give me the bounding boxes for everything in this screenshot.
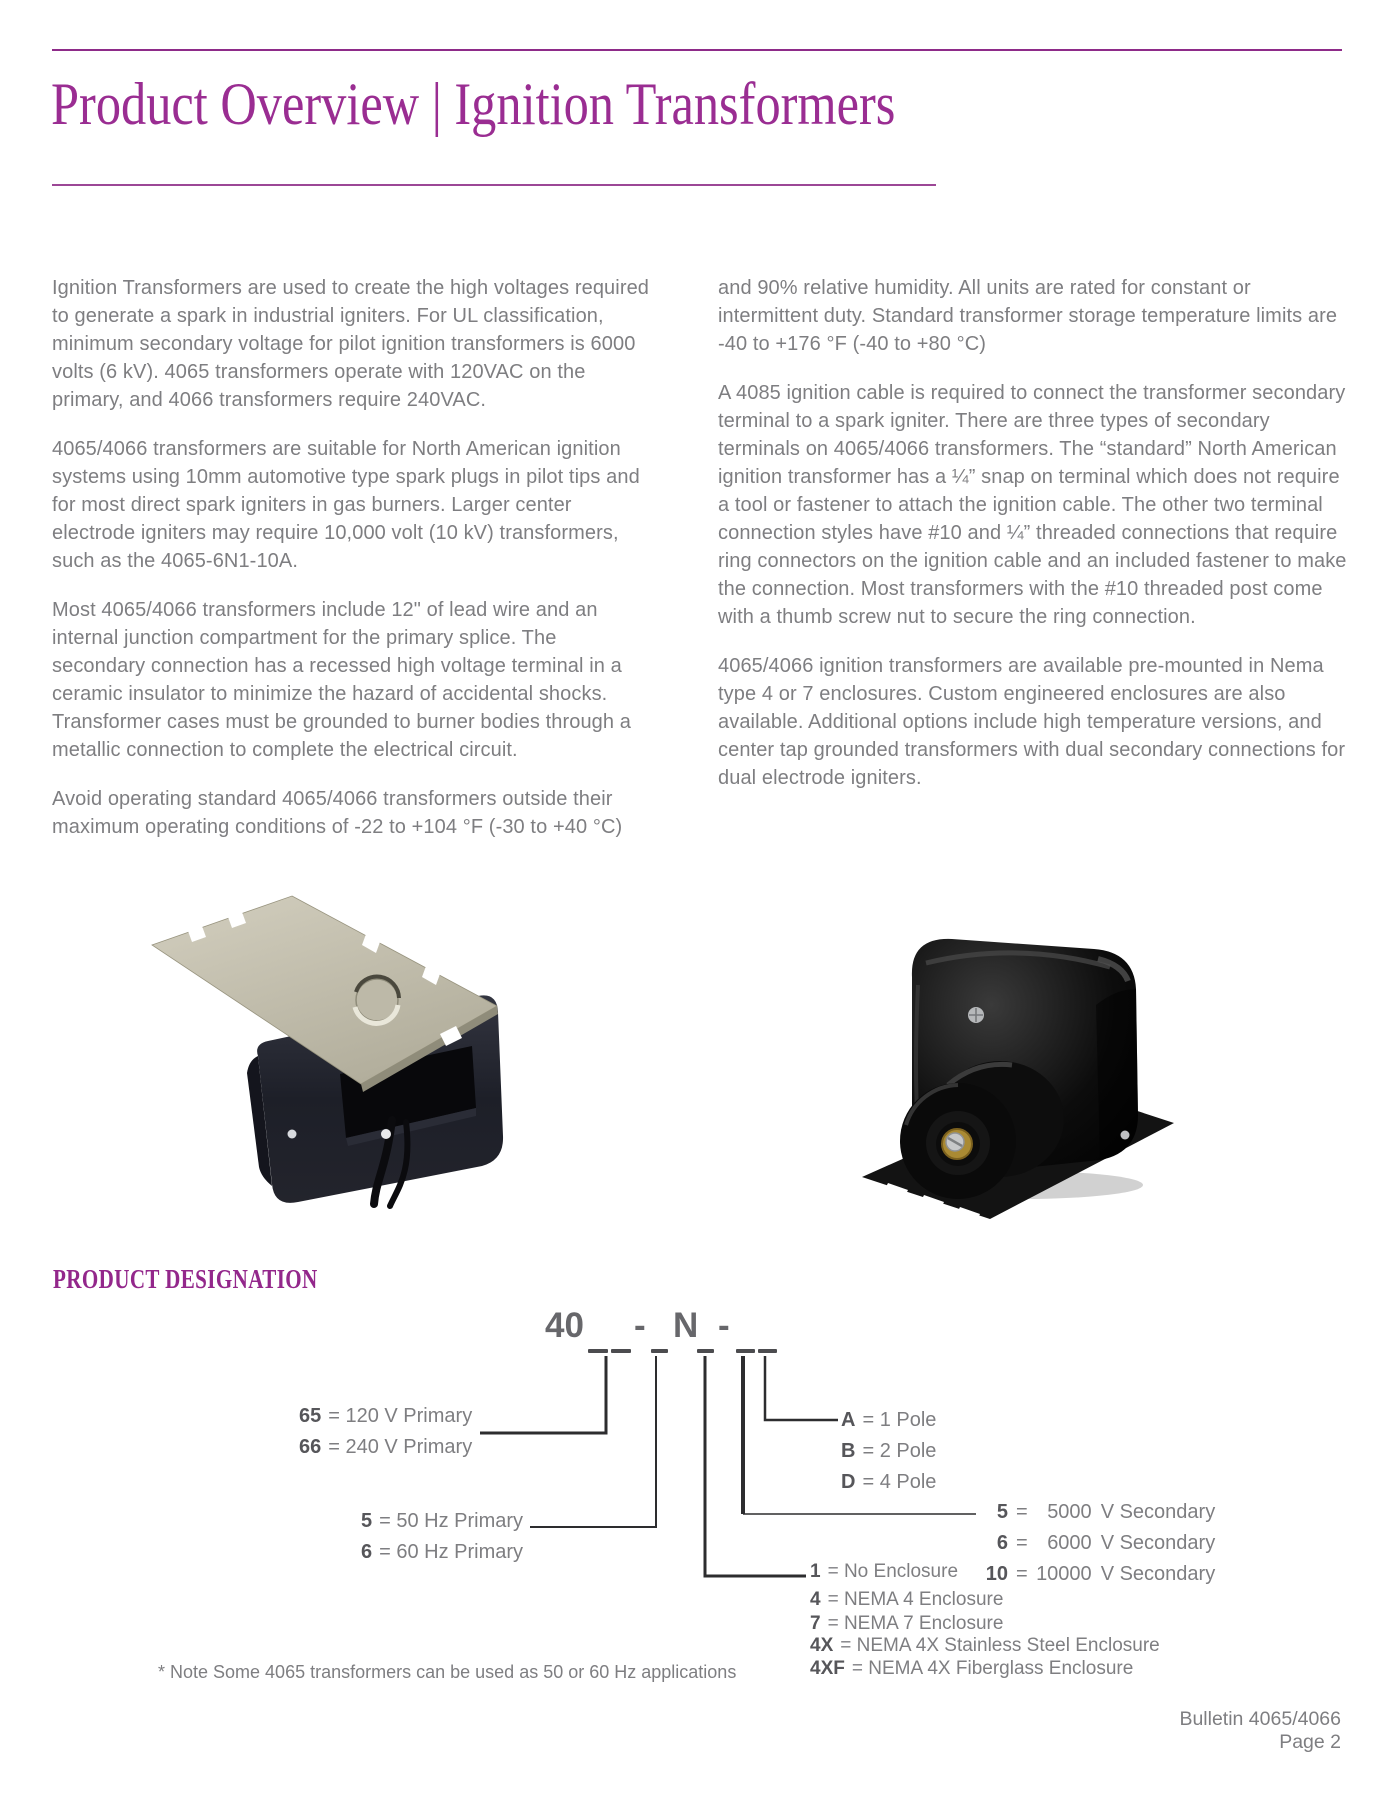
option-key: D xyxy=(841,1471,856,1493)
option-key: 4X xyxy=(810,1635,834,1656)
option-desc: = 2 Pole xyxy=(862,1440,937,1462)
option-desc: V Secondary xyxy=(1100,1532,1216,1554)
option-key: 5 xyxy=(361,1510,373,1532)
option-key: 1 xyxy=(810,1561,821,1582)
option-key: 5 xyxy=(996,1501,1008,1523)
designation-option xyxy=(810,1588,1003,1612)
option-desc: = 50 Hz Primary xyxy=(379,1510,524,1532)
equals-sign: = xyxy=(1016,1501,1028,1523)
option-desc: = NEMA 4 Enclosure xyxy=(827,1589,1004,1610)
option-desc: = 4 Pole xyxy=(862,1471,937,1493)
page-footer xyxy=(941,1708,1341,1754)
intro-column-left xyxy=(52,274,652,841)
designation-option xyxy=(841,1439,936,1463)
option-key: 7 xyxy=(810,1613,821,1634)
designation-option xyxy=(810,1612,1003,1636)
footnote: * Note Some 4065 transformers can be used as 50 or 60 Hz applications xyxy=(158,1662,737,1682)
option-key: 65 xyxy=(299,1405,322,1427)
title-divider xyxy=(52,184,936,186)
code-prefix: 40 xyxy=(545,1306,584,1345)
page-title: Product Overview | Ignition Transformers xyxy=(51,71,896,137)
paragraph: Most 4065/4066 transformers include 12" of lead wire and an internal junction compartment for the primary splice. The secondary connection has a recessed high voltage terminal in a ceramic insulator to minimize the hazard of accidental shocks. Transformer cases must be grounded to burner bodies through a metallic connection to complete the electrical circuit. xyxy=(52,599,632,761)
transformer-photo-open-style xyxy=(140,888,512,1210)
option-desc: = 240 V Primary xyxy=(328,1436,473,1458)
code-dash-1: - xyxy=(634,1306,646,1345)
designation-option xyxy=(810,1560,958,1584)
option-desc: = No Enclosure xyxy=(827,1561,959,1582)
designation-option xyxy=(978,1562,1215,1586)
option-key: 10 xyxy=(985,1563,1008,1585)
designation-option xyxy=(810,1657,1133,1681)
transformer-photo-enclosed-style xyxy=(848,915,1188,1227)
option-value: 6000 xyxy=(1047,1532,1092,1554)
paragraph: Ignition Transformers are used to create the high voltages required to generate a spark in industrial igniters. For UL classification, minimum secondary voltage for pilot ignition transformers is 6000 volts (6 kV). 4065 transformers operate with 120VAC on the primary, and 4066 transformers require 240VAC. xyxy=(52,277,650,411)
option-value: 10000 xyxy=(1036,1563,1092,1585)
paragraph: A 4085 ignition cable is required to connect the transformer secondary terminal to a spark igniter. There are three types of secondary terminals on 4065/4066 transformers. The “standard” North American ignition transformer has a ¼” snap on terminal which does not require a tool or fastener to attach the ignition cable. The other two terminal connection styles have #10 and ¼” threaded connections that require ring connectors on the ignition cable and an included fastener to make the connection. Most transformers with the #10 threaded post come with a thumb screw nut to secure the ring connection. xyxy=(718,382,1347,628)
designation-option xyxy=(978,1531,1215,1555)
designation-option xyxy=(361,1540,523,1564)
option-key: 6 xyxy=(996,1532,1008,1554)
intro-column-right xyxy=(718,274,1350,792)
option-key: A xyxy=(841,1409,856,1431)
option-key: 4XF xyxy=(810,1658,845,1679)
top-divider xyxy=(52,49,1342,51)
option-desc: = NEMA 4X Stainless Steel Enclosure xyxy=(840,1635,1160,1656)
product-designation-heading: PRODUCT DESIGNATION xyxy=(53,1264,318,1294)
paragraph: 4065/4066 ignition transformers are available pre-mounted in Nema type 4 or 7 enclosures. Custom engineered enclosures are also available. Additional options include high temperature versions, and center tap grounded transformers with dual secondary connections for dual electrode igniters. xyxy=(718,655,1346,789)
option-desc: V Secondary xyxy=(1100,1563,1216,1585)
equals-sign: = xyxy=(1016,1532,1028,1554)
paragraph: 4065/4066 transformers are suitable for North American ignition systems using 10mm automotive type spark plugs in pilot tips and for most direct spark igniters in gas burners. Larger center electrode igniters may require 10,000 volt (10 kV) transformers, such as the 4065-6N1-10A. xyxy=(52,438,640,572)
bulletin-number: Bulletin 4065/4066 xyxy=(1179,1708,1341,1730)
option-desc: = NEMA 7 Enclosure xyxy=(827,1613,1004,1634)
option-key: B xyxy=(841,1440,856,1462)
code-letter-n: N xyxy=(673,1306,699,1345)
code-dash-2: - xyxy=(718,1306,730,1345)
designation-option xyxy=(361,1509,523,1533)
designation-option xyxy=(810,1634,1160,1658)
option-desc: = 60 Hz Primary xyxy=(379,1541,524,1563)
paragraph: Avoid operating standard 4065/4066 transformers outside their maximum operating conditions of -22 to +104 °F (-30 to +40 °C) xyxy=(52,788,623,838)
option-desc: = 120 V Primary xyxy=(328,1405,473,1427)
option-desc: V Secondary xyxy=(1100,1501,1216,1523)
designation-option xyxy=(841,1408,936,1432)
designation-option xyxy=(299,1435,472,1459)
option-key: 6 xyxy=(361,1541,373,1563)
option-value: 5000 xyxy=(1047,1501,1092,1523)
designation-connector-lines xyxy=(0,1255,1391,1715)
option-desc: = 1 Pole xyxy=(862,1409,937,1431)
option-desc: = NEMA 4X Fiberglass Enclosure xyxy=(851,1658,1134,1679)
designation-option xyxy=(841,1470,936,1494)
page-number: Page 2 xyxy=(1279,1731,1341,1753)
paragraph: and 90% relative humidity. All units are rated for constant or intermittent duty. Standard transformer storage temperature limits are -40 to +176 °F (-40 to +80 °C) xyxy=(718,277,1338,355)
designation-option xyxy=(978,1500,1215,1524)
option-key: 4 xyxy=(810,1589,821,1610)
designation-option xyxy=(299,1404,472,1428)
option-key: 66 xyxy=(299,1436,322,1458)
equals-sign: = xyxy=(1016,1563,1028,1585)
